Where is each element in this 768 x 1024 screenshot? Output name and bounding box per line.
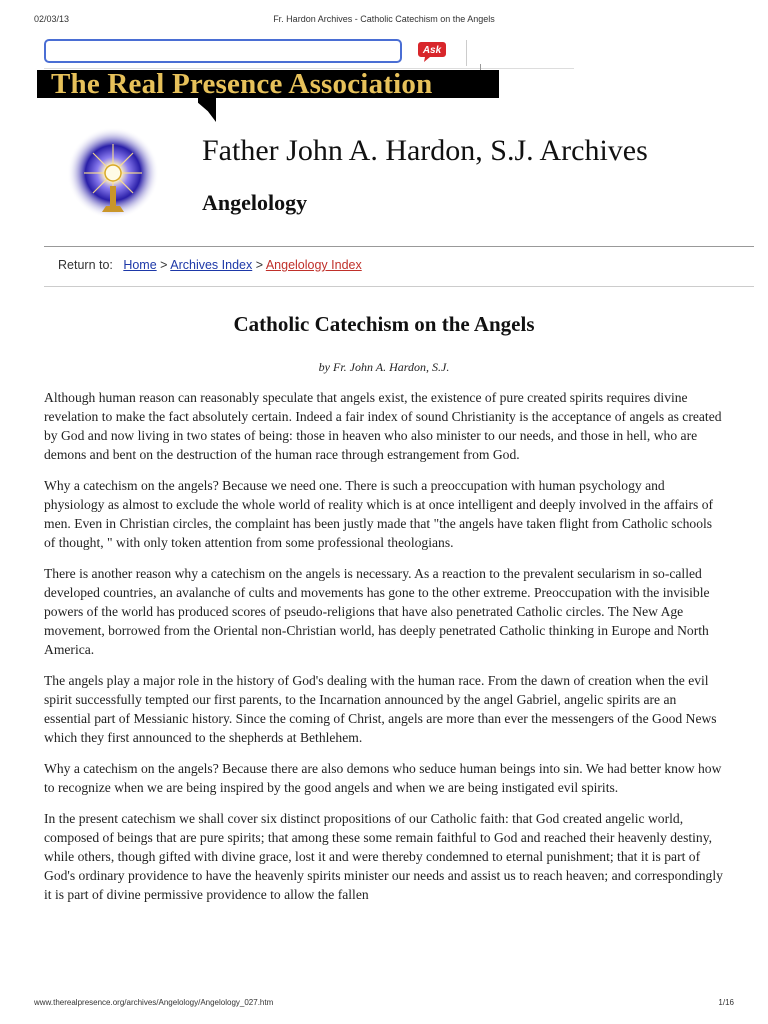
site-banner[interactable] xyxy=(37,70,499,98)
print-url: www.therealpresence.org/archives/Angelology/Angelology_027.htm xyxy=(34,998,274,1007)
article-paragraph: Although human reason can reasonably speculate that angels exist, the existence of pure created spirits requires divine revelation to make the fact absolutely certain. Indeed a fair index of sound Christianity is the acceptance of angels as created by God and now living in two states of being: those in heaven who also minister to our needs, and those in hell, who are demons and bent on the destruction of the human race through estrangement from God. xyxy=(44,390,722,462)
article-paragraph: There is another reason why a catechism on the angels is necessary. As a reaction to the prevalent secularism in so-called developed countries, an avalanche of cults and movements has gone to the other extreme. Preoccupation with the invisible powers of the world has produced scores of pseudo-religions that have also penetrated Catholic circles. The New Age movement, borrowed from the Oriental non-Christian world, has deeply penetrated Catholic thinking in Europe and North America. xyxy=(44,566,710,657)
page-title: Father John A. Hardon, S.J. Archives xyxy=(202,134,648,167)
print-date: 02/03/13 xyxy=(34,14,70,24)
breadcrumb-link-archives-index[interactable]: Archives Index xyxy=(170,258,253,272)
banner-text: The Real Presence Association xyxy=(51,70,433,98)
article-title: Catholic Catechism on the Angels xyxy=(233,312,535,336)
breadcrumb xyxy=(58,258,362,272)
article-paragraph: Why a catechism on the angels? Because there are also demons who seduce human beings into sin. We had better know how to recognize when we are being inspired by the good angels and when we are being instigated evil spirits. xyxy=(44,761,722,795)
search-input[interactable] xyxy=(44,39,402,63)
banner-decoration xyxy=(198,98,216,122)
print-page-title: Fr. Hardon Archives - Catholic Catechism on the Angels xyxy=(273,14,495,24)
ask-logo-icon[interactable] xyxy=(418,40,446,62)
browser-toolbar xyxy=(44,38,574,68)
toolbar-bottom-line xyxy=(44,68,574,69)
article-paragraph: In the present catechism we shall cover six distinct propositions of our Catholic faith: that God created angelic world, composed of beings that are pure spirits; that among these some remain faithful to God and reached their heavenly destiny, while others, though gifted with divine grace, lost it and were thereby condemned to eternal punishment; that it is part of God's ordinary providence to have the heavenly spirits minister our needs and assist us to reach heaven; and correspondingly it is part of divine permissive providence to allow the fallen xyxy=(44,811,723,902)
print-footer xyxy=(34,998,734,1010)
breadcrumb-separator: > xyxy=(160,258,168,272)
print-header xyxy=(34,14,734,28)
breadcrumb-link-home[interactable]: Home xyxy=(123,258,157,272)
nav-divider xyxy=(44,286,754,287)
section-subtitle: Angelology xyxy=(202,190,308,215)
article-paragraph: Why a catechism on the angels? Because we need one. There is such a preoccupation with human psychology and physiology as almost to exclude the whole world of reality which is at once intelligent and deeply involved in the affairs of men. Even in Christian circles, the complaint has been justly made that "the angels have taken flight from Catholic schools of thought, " with only token attention from some professional theologians. xyxy=(44,478,714,550)
header-divider xyxy=(44,246,754,247)
ask-logo-text: Ask xyxy=(422,45,442,56)
breadcrumb-separator: > xyxy=(255,258,264,272)
toolbar-divider xyxy=(466,40,467,66)
article-body xyxy=(44,388,724,978)
breadcrumb-link-angelology-index[interactable]: Angelology Index xyxy=(265,258,362,272)
print-page-number: 1/16 xyxy=(718,998,734,1007)
eucharist-monstrance-icon xyxy=(66,128,160,222)
breadcrumb-label: Return to: xyxy=(58,258,113,272)
article-paragraph: The angels play a major role in the history of God's dealing with the human race. From the dawn of creation when the evil spirit successfully tempted our first parents, to the Incarnation announced by the angel Gabriel, angelic spirits are an essential part of Messianic history. Since the coming of Christ, angels are more than ever the messengers of the Good News which they first announced to the shepherds at Bethlehem. xyxy=(44,673,717,745)
article-byline: by Fr. John A. Hardon, S.J. xyxy=(318,360,450,374)
